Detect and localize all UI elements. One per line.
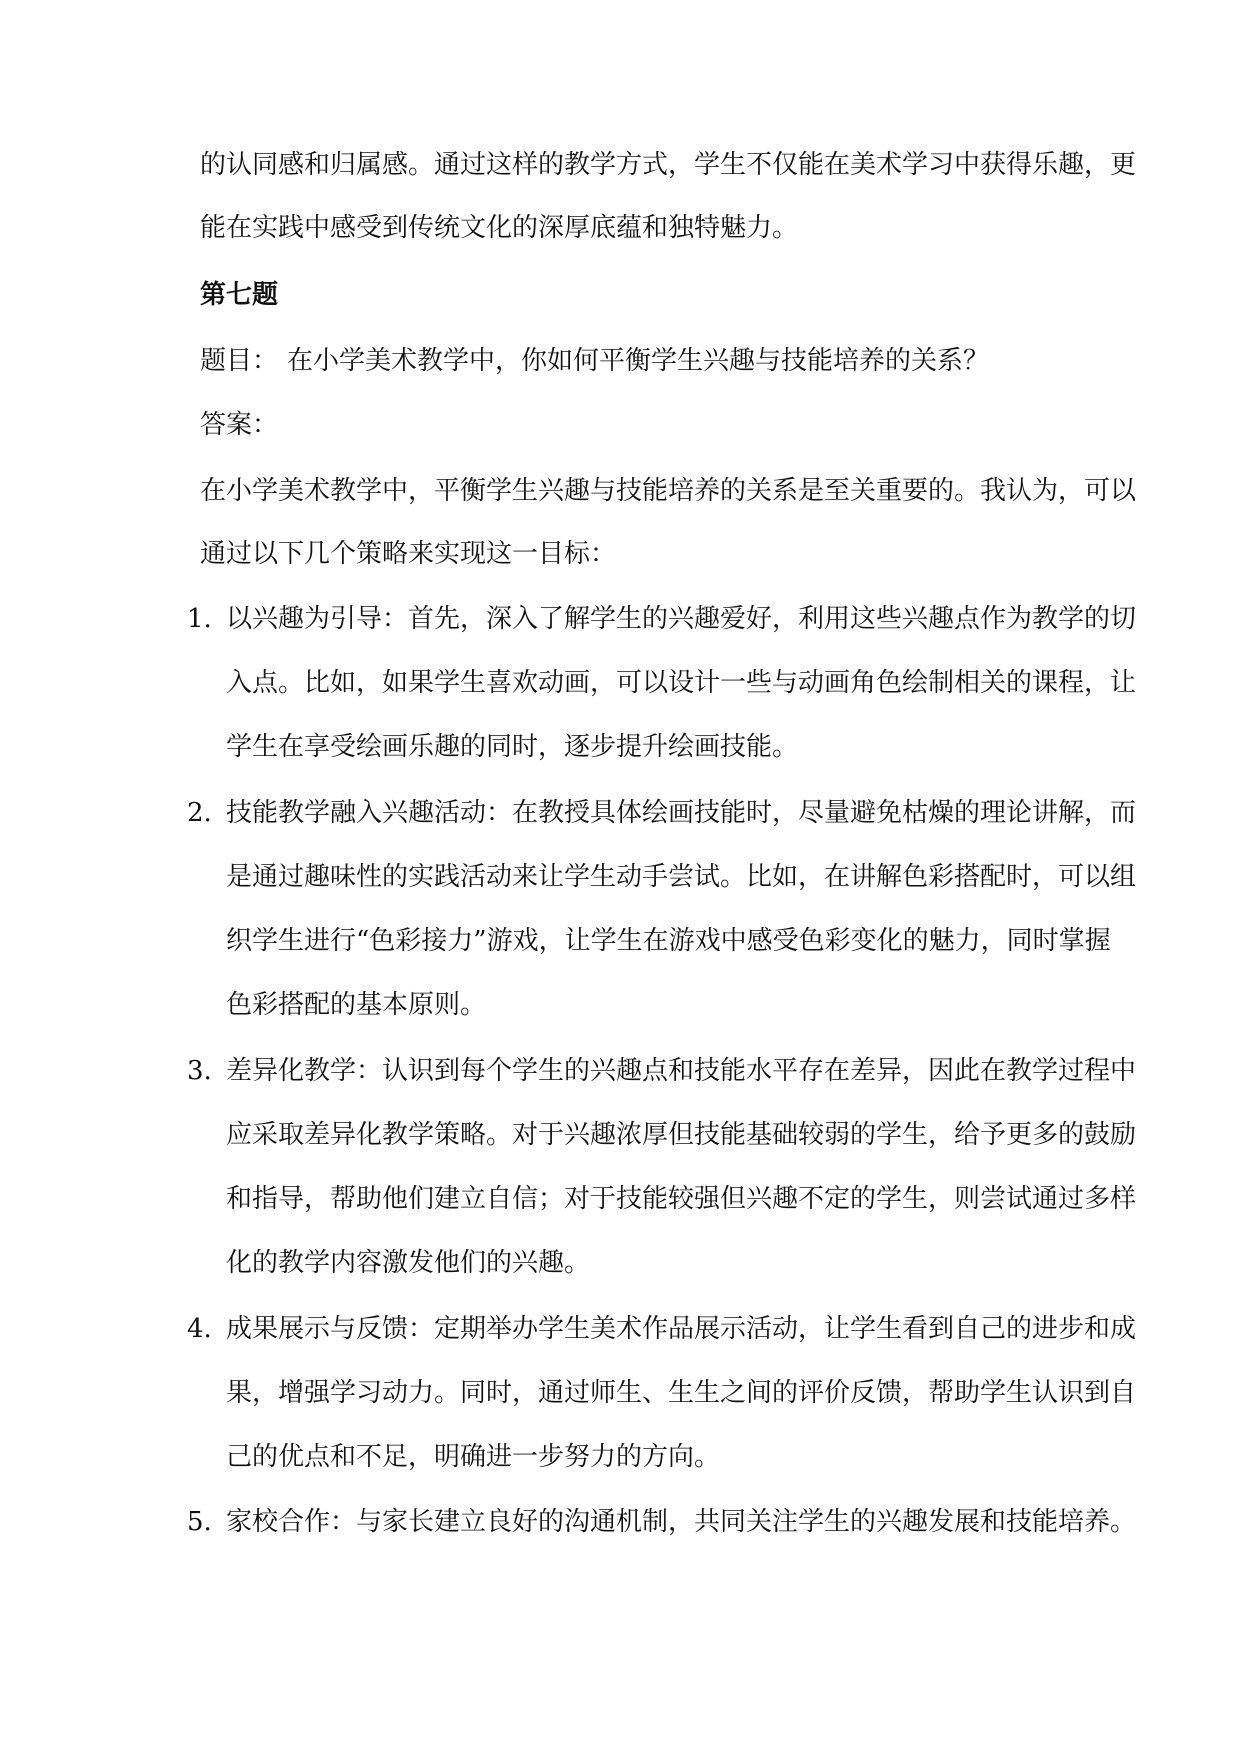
list-item-line: 色彩搭配的基本原则。 — [226, 990, 487, 1020]
list-item-line: 织学生进行“色彩接力”游戏，让学生在游戏中感受色彩变化的魅力，同时掌握 — [226, 926, 1111, 956]
list-item-line: 和指导，帮助他们建立自信；对于技能较强但兴趣不定的学生，则尝试通过多样 — [226, 1184, 1137, 1214]
list-item-line: 应采取差异化教学策略。对于兴趣浓厚但技能基础较弱的学生，给予更多的鼓励 — [226, 1120, 1137, 1150]
list-item-line: 技能教学融入兴趣活动：在教授具体绘画技能时，尽量避免枯燥的理论讲解，而 — [226, 798, 1137, 828]
list-item-number: 2. — [187, 798, 212, 828]
question-label: 题目： — [200, 346, 279, 376]
intro-line-1: 的认同感和归属感。通过这样的教学方式，学生不仅能在美术学习中获得乐趣，更 — [200, 150, 1137, 180]
list-item-line: 以兴趣为引导：首先，深入了解学生的兴趣爱好，利用这些兴趣点作为教学的切 — [226, 604, 1137, 634]
list-item-line: 己的优点和不足，明确进一步努力的方向。 — [226, 1442, 721, 1472]
list-item-line: 家校合作：与家长建立良好的沟通机制，共同关注学生的兴趣发展和技能培养。 — [226, 1507, 1137, 1537]
list-item-line: 是通过趣味性的实践活动来让学生动手尝试。比如，在讲解色彩搭配时，可以组 — [226, 862, 1137, 892]
question-text: 在小学美术教学中，你如何平衡学生兴趣与技能培养的关系？ — [287, 346, 990, 376]
answer-intro-line-2: 通过以下几个策略来实现这一目标： — [200, 539, 617, 569]
list-item-line: 果，增强学习动力。同时，通过师生、生生之间的评价反馈，帮助学生认识到自 — [226, 1378, 1137, 1408]
list-item-number: 1. — [187, 604, 212, 634]
answer-label: 答案： — [200, 410, 279, 440]
list-item-line: 差异化教学：认识到每个学生的兴趣点和技能水平存在差异，因此在教学过程中 — [226, 1056, 1137, 1086]
answer-intro-line-1: 在小学美术教学中，平衡学生兴趣与技能培养的关系是至关重要的。我认为，可以 — [200, 476, 1137, 506]
list-item-line: 入点。比如，如果学生喜欢动画，可以设计一些与动画角色绘制相关的课程，让 — [226, 668, 1137, 698]
list-item-line: 成果展示与反馈：定期举办学生美术作品展示活动，让学生看到自己的进步和成 — [226, 1314, 1137, 1344]
list-item-number: 4. — [187, 1314, 212, 1344]
list-item-number: 3. — [187, 1056, 212, 1086]
intro-line-2: 能在实践中感受到传统文化的深厚底蕴和独特魅力。 — [200, 213, 799, 243]
list-item-line: 化的教学内容激发他们的兴趣。 — [226, 1248, 591, 1278]
section-title: 第七题 — [200, 280, 279, 310]
list-item-number: 5. — [187, 1507, 212, 1537]
list-item-line: 学生在享受绘画乐趣的同时，逐步提升绘画技能。 — [226, 732, 799, 762]
